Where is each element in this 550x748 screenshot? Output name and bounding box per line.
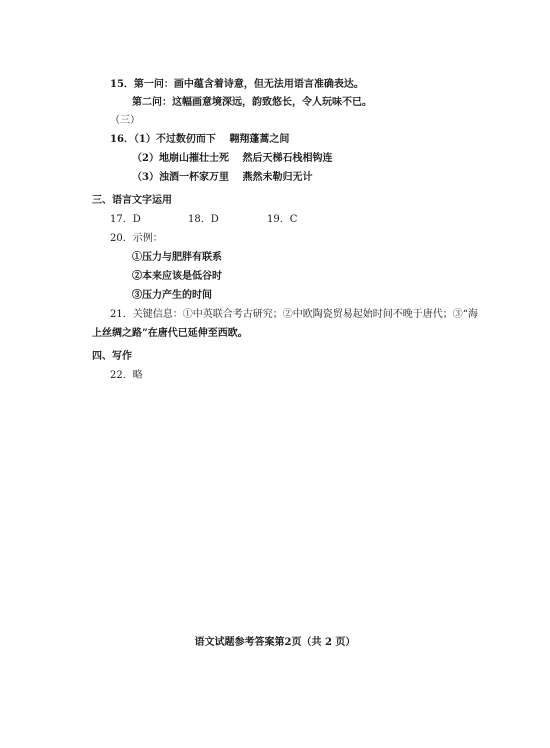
q19-answer: 19．C [267,214,298,225]
q16-line3: （3）浊酒一杯家万里 燕然未勒归无计 [132,172,313,183]
q20-item3: ③压力产生的时间 [132,290,212,301]
q18-answer: 18．D [188,214,219,225]
q20-item1: ①压力与肥胖有联系 [132,252,222,263]
q15-line1: 15．第一问：画中蕴含着诗意，但无法用语言准确表达。 [110,79,364,90]
q15-line2: 第二问：这幅画意境深远，韵致悠长，令人玩味不已。 [132,97,372,108]
section-language-heading: 三、语言文字运用 [92,195,172,206]
q16-line2: （2）地崩山摧壮士死 然后天梯石栈相钩连 [132,153,333,164]
q22-answer: 22．略 [110,370,143,381]
q20-item2: ②本来应该是低谷时 [132,271,222,282]
subsection-three-heading: （三） [110,115,140,126]
page-footer: 语文试题参考答案第2页（共 2 页） [194,637,356,648]
q16-line1: 16．（1）不过数仞而下 翱翔蓬蒿之间 [110,134,290,145]
q21-line1: 21．关键信息：①中英联合考古研究；②中欧陶瓷贸易起始时间不晚于唐代；③“海 [110,309,478,320]
q20-label: 20．示例： [110,233,163,244]
q17-answer: 17．D [110,214,141,225]
q21-line2: 上丝绸之路”在唐代已延伸至西欧。 [92,328,248,339]
section-writing-heading: 四、写作 [92,351,132,362]
